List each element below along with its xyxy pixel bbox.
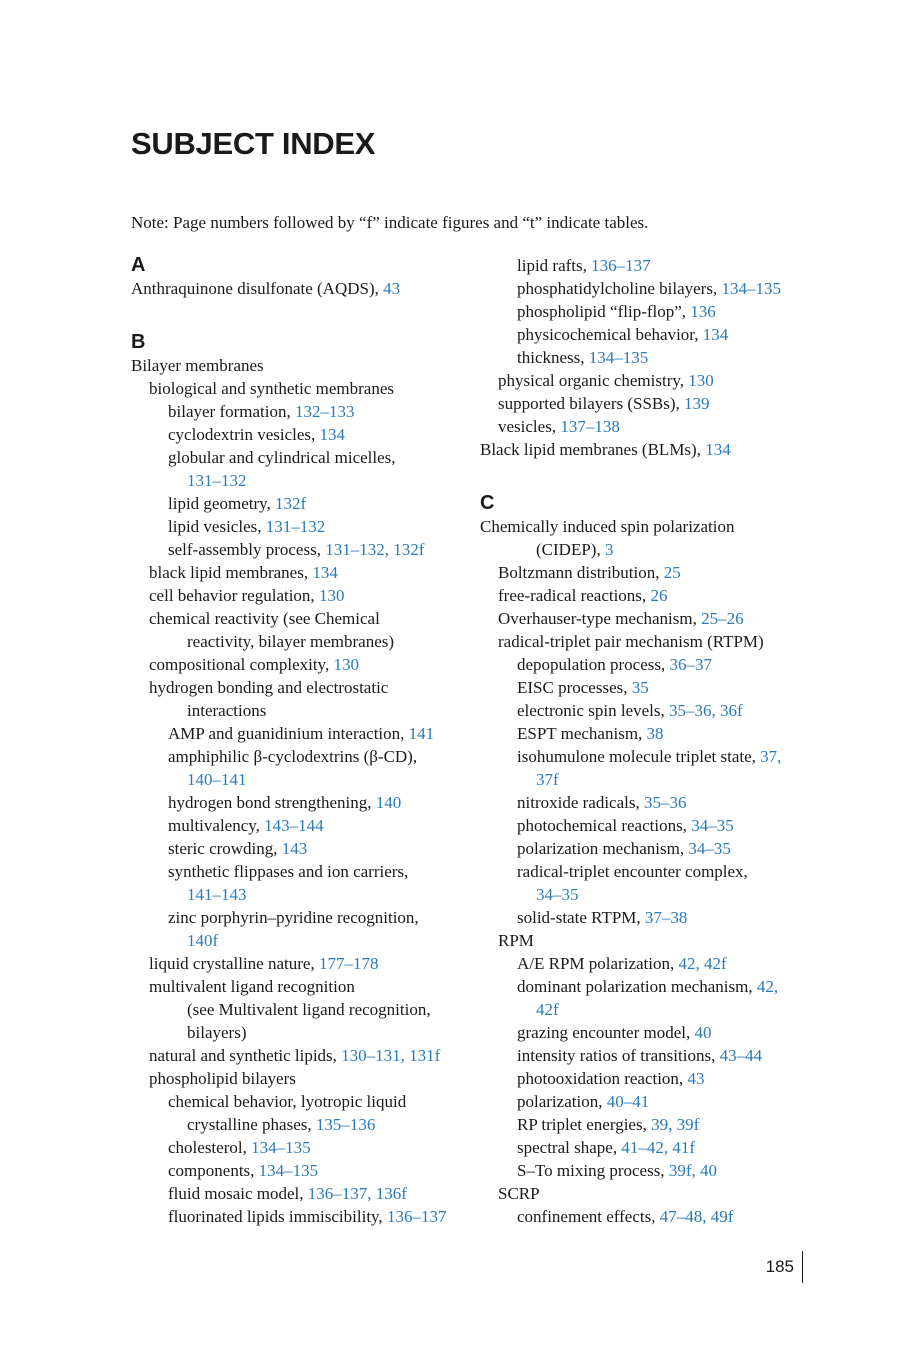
entry-pages: 40 bbox=[694, 1023, 712, 1042]
entry-term: S–To mixing process, bbox=[517, 1161, 669, 1180]
entry-term: RPM bbox=[498, 931, 534, 950]
entry-term: radical-triplet pair mechanism (RTPM) bbox=[498, 632, 764, 651]
entry-term: amphiphilic β-cyclodextrins (β-CD), bbox=[168, 747, 418, 766]
index-entry bbox=[480, 346, 825, 369]
index-entry bbox=[480, 699, 825, 722]
entry-term: depopulation process, bbox=[517, 655, 670, 674]
entry-pages: 141 bbox=[408, 724, 435, 743]
entry-term: confinement effects, bbox=[517, 1207, 660, 1226]
entry-pages: 143–144 bbox=[264, 816, 324, 835]
entry-pages: 39, 39f bbox=[651, 1115, 700, 1134]
entry-term: chemical reactivity (see Chemical bbox=[149, 609, 380, 628]
section-letter: A bbox=[131, 254, 146, 276]
entry-pages: 137–138 bbox=[560, 417, 620, 436]
index-entry bbox=[480, 300, 825, 323]
index-entry bbox=[480, 676, 825, 699]
index-entry bbox=[480, 1113, 825, 1136]
entry-term: spectral shape, bbox=[517, 1138, 622, 1157]
entry-term: vesicles, bbox=[498, 417, 561, 436]
entry-term: natural and synthetic lipids, bbox=[149, 1046, 342, 1065]
entry-term: reactivity, bilayer membranes) bbox=[187, 632, 395, 651]
entry-term: lipid geometry, bbox=[168, 494, 276, 513]
entry-term: free-radical reactions, bbox=[498, 586, 651, 605]
entry-term: zinc porphyrin–pyridine recognition, bbox=[168, 908, 419, 927]
page-title: SUBJECT INDEX bbox=[131, 126, 376, 161]
index-entry bbox=[131, 446, 476, 469]
index-entry bbox=[131, 354, 476, 377]
index-entry bbox=[131, 653, 476, 676]
index-entry bbox=[480, 369, 825, 392]
index-entry bbox=[480, 906, 825, 929]
entry-term: RP triplet energies, bbox=[517, 1115, 652, 1134]
entry-term: bilayer formation, bbox=[168, 402, 295, 421]
entry-term: self-assembly process, bbox=[168, 540, 326, 559]
entry-term: dominant polarization mechanism, bbox=[517, 977, 757, 996]
index-note: Note: Page numbers followed by “f” indicate figures and “t” indicate tables. bbox=[131, 213, 649, 232]
index-entry bbox=[131, 837, 476, 860]
entry-pages: 177–178 bbox=[318, 954, 379, 973]
entry-term: photochemical reactions, bbox=[517, 816, 692, 835]
entry-term: black lipid membranes, bbox=[149, 563, 313, 582]
index-entry bbox=[131, 1113, 476, 1136]
index-entry bbox=[131, 906, 476, 929]
index-entry bbox=[131, 768, 476, 791]
index-entry bbox=[480, 1021, 825, 1044]
entry-pages: 43 bbox=[687, 1069, 705, 1088]
index-entry bbox=[131, 1021, 476, 1044]
index-entry bbox=[480, 1205, 825, 1228]
index-entry bbox=[480, 1136, 825, 1159]
entry-pages: 139 bbox=[684, 394, 710, 413]
index-entry bbox=[480, 254, 825, 277]
index-entry bbox=[131, 1136, 476, 1159]
entry-term: polarization, bbox=[517, 1092, 607, 1111]
entry-term: lipid vesicles, bbox=[168, 517, 266, 536]
entry-term: thickness, bbox=[517, 348, 589, 367]
entry-term: grazing encounter model, bbox=[517, 1023, 695, 1042]
entry-pages: 25–26 bbox=[701, 609, 744, 628]
section-gap bbox=[480, 461, 825, 492]
entry-pages: 43 bbox=[383, 279, 401, 298]
entry-term: cholesterol, bbox=[168, 1138, 252, 1157]
entry-term: intensity ratios of transitions, bbox=[517, 1046, 720, 1065]
index-entry bbox=[480, 515, 825, 538]
index-entry bbox=[480, 653, 825, 676]
entry-pages: 36–37 bbox=[669, 655, 712, 674]
index-entry bbox=[480, 538, 825, 561]
index-entry bbox=[131, 1205, 476, 1228]
index-entry bbox=[131, 584, 476, 607]
index-entry bbox=[480, 1044, 825, 1067]
entry-term: compositional complexity, bbox=[149, 655, 334, 674]
entry-term: chemical behavior, lyotropic liquid bbox=[168, 1092, 407, 1111]
index-column-left bbox=[131, 254, 476, 1228]
entry-term: phospholipid bilayers bbox=[149, 1069, 296, 1088]
entry-pages: 135–136 bbox=[315, 1115, 376, 1134]
entry-term: physical organic chemistry, bbox=[498, 371, 689, 390]
entry-pages: 130–131, 131f bbox=[341, 1046, 441, 1065]
entry-pages: 140 bbox=[375, 793, 402, 812]
entry-pages: 141–143 bbox=[187, 885, 247, 904]
index-entry bbox=[480, 860, 825, 883]
entry-pages: 136–137 bbox=[591, 256, 651, 275]
entry-pages: 39f, 40 bbox=[668, 1161, 717, 1180]
entry-pages: 134 bbox=[319, 425, 346, 444]
entry-pages: 132f bbox=[275, 494, 307, 513]
entry-pages: 134 bbox=[705, 440, 731, 459]
entry-term: Black lipid membranes (BLMs), bbox=[480, 440, 706, 459]
index-entry bbox=[131, 400, 476, 423]
entry-term: cell behavior regulation, bbox=[149, 586, 319, 605]
index-entry bbox=[131, 492, 476, 515]
entry-pages: 34–35 bbox=[536, 885, 579, 904]
index-entry bbox=[480, 814, 825, 837]
entry-pages: 130 bbox=[333, 655, 359, 674]
entry-term: AMP and guanidinium interaction, bbox=[168, 724, 409, 743]
entry-pages: 130 bbox=[318, 586, 345, 605]
entry-pages: 131–132, 132f bbox=[325, 540, 425, 559]
index-entry bbox=[480, 584, 825, 607]
index-entry bbox=[131, 699, 476, 722]
index-entry bbox=[131, 469, 476, 492]
index-entry bbox=[131, 607, 476, 630]
entry-term: hydrogen bonding and electrostatic bbox=[149, 678, 389, 697]
entry-term: Anthraquinone disulfonate (AQDS), bbox=[131, 279, 384, 298]
entry-term: components, bbox=[168, 1161, 259, 1180]
entry-pages: 42, bbox=[756, 977, 779, 996]
entry-term: biological and synthetic membranes bbox=[149, 379, 395, 398]
index-entry bbox=[131, 1182, 476, 1205]
index-entry bbox=[480, 277, 825, 300]
entry-term: lipid rafts, bbox=[517, 256, 592, 275]
index-entry bbox=[131, 538, 476, 561]
index-entry bbox=[480, 1067, 825, 1090]
index-entry bbox=[131, 860, 476, 883]
index-entry bbox=[131, 515, 476, 538]
section-letter: C bbox=[480, 492, 495, 514]
entry-pages: 130 bbox=[688, 371, 714, 390]
index-entry bbox=[480, 998, 825, 1021]
index-entry bbox=[480, 607, 825, 630]
entry-pages: 134 bbox=[702, 325, 729, 344]
index-entry bbox=[480, 415, 825, 438]
entry-pages: 34–35 bbox=[688, 839, 731, 858]
entry-term: crystalline phases, bbox=[187, 1115, 316, 1134]
index-entry bbox=[480, 975, 825, 998]
entry-term: isohumulone molecule triplet state, bbox=[517, 747, 761, 766]
entry-term: Boltzmann distribution, bbox=[498, 563, 664, 582]
index-entry bbox=[480, 722, 825, 745]
entry-pages: 3 bbox=[604, 540, 614, 559]
index-entry bbox=[131, 975, 476, 998]
entry-pages: 37–38 bbox=[644, 908, 688, 927]
index-entry bbox=[131, 791, 476, 814]
entry-pages: 40–41 bbox=[606, 1092, 650, 1111]
index-entry bbox=[480, 1090, 825, 1113]
entry-term: Chemically induced spin polarization bbox=[480, 517, 735, 536]
entry-pages: 136–137, 136f bbox=[307, 1184, 407, 1203]
index-entry bbox=[131, 883, 476, 906]
index-entry bbox=[480, 1182, 825, 1205]
entry-pages: 37, bbox=[760, 747, 782, 766]
index-entry bbox=[131, 1067, 476, 1090]
index-entry bbox=[131, 722, 476, 745]
index-entry bbox=[480, 745, 825, 768]
entry-term: ESPT mechanism, bbox=[517, 724, 647, 743]
entry-pages: 25 bbox=[663, 563, 681, 582]
entry-term: Overhauser-type mechanism, bbox=[498, 609, 702, 628]
index-entry bbox=[131, 676, 476, 699]
entry-term: multivalency, bbox=[168, 816, 265, 835]
entry-term: (CIDEP), bbox=[536, 540, 605, 559]
entry-term: photooxidation reaction, bbox=[517, 1069, 688, 1088]
entry-pages: 35 bbox=[631, 678, 649, 697]
index-entry bbox=[131, 561, 476, 584]
entry-pages: 136–137 bbox=[386, 1207, 447, 1226]
index-entry bbox=[131, 929, 476, 952]
entry-pages: 134–135 bbox=[588, 348, 649, 367]
entry-term: fluid mosaic model, bbox=[168, 1184, 308, 1203]
index-entry bbox=[131, 998, 476, 1021]
index-entry bbox=[480, 1159, 825, 1182]
index-entry bbox=[480, 630, 825, 653]
index-entry bbox=[480, 438, 825, 461]
entry-pages: 37f bbox=[536, 770, 559, 789]
index-entry bbox=[131, 1090, 476, 1113]
entry-pages: 42f bbox=[536, 1000, 559, 1019]
entry-term: steric crowding, bbox=[168, 839, 282, 858]
entry-pages: 35–36 bbox=[644, 793, 687, 812]
entry-term: SCRP bbox=[498, 1184, 540, 1203]
index-entry bbox=[131, 952, 476, 975]
entry-pages: 134 bbox=[312, 563, 338, 582]
entry-pages: 134–135 bbox=[258, 1161, 319, 1180]
entry-term: polarization mechanism, bbox=[517, 839, 689, 858]
index-entry bbox=[131, 814, 476, 837]
entry-pages: 42, 42f bbox=[678, 954, 727, 973]
entry-pages: 134–135 bbox=[721, 279, 781, 298]
entry-term: Bilayer membranes bbox=[131, 356, 264, 375]
entry-pages: 140f bbox=[187, 931, 219, 950]
entry-pages: 132–133 bbox=[295, 402, 355, 421]
index-entry bbox=[480, 392, 825, 415]
entry-term: physicochemical behavior, bbox=[517, 325, 703, 344]
index-entry bbox=[131, 1159, 476, 1182]
section-letter: B bbox=[131, 331, 146, 353]
entry-pages: 38 bbox=[646, 724, 664, 743]
entry-term: supported bilayers (SSBs), bbox=[498, 394, 685, 413]
entry-pages: 136 bbox=[690, 302, 716, 321]
page-number: 185 bbox=[766, 1251, 803, 1283]
index-entry bbox=[131, 377, 476, 400]
entry-pages: 131–132 bbox=[187, 471, 247, 490]
index-entry bbox=[480, 929, 825, 952]
entry-term: phospholipid “flip-flop”, bbox=[517, 302, 691, 321]
entry-term: globular and cylindrical micelles, bbox=[168, 448, 396, 467]
entry-pages: 143 bbox=[281, 839, 308, 858]
entry-pages: 35–36, 36f bbox=[669, 701, 743, 720]
entry-term: A/E RPM polarization, bbox=[517, 954, 679, 973]
entry-term: EISC processes, bbox=[517, 678, 632, 697]
entry-term: (see Multivalent ligand recognition, bbox=[187, 1000, 431, 1019]
entry-term: solid-state RTPM, bbox=[517, 908, 645, 927]
index-entry bbox=[480, 323, 825, 346]
index-entry bbox=[131, 277, 476, 300]
entry-term: liquid crystalline nature, bbox=[149, 954, 319, 973]
index-entry bbox=[131, 1044, 476, 1067]
index-entry bbox=[131, 630, 476, 653]
index-column-right bbox=[480, 254, 825, 1228]
entry-pages: 34–35 bbox=[691, 816, 734, 835]
index-entry bbox=[480, 768, 825, 791]
index-entry bbox=[480, 837, 825, 860]
entry-term: hydrogen bond strengthening, bbox=[168, 793, 376, 812]
entry-term: cyclodextrin vesicles, bbox=[168, 425, 320, 444]
entry-term: bilayers) bbox=[187, 1023, 247, 1042]
entry-pages: 43–44 bbox=[719, 1046, 763, 1065]
entry-term: synthetic flippases and ion carriers, bbox=[168, 862, 409, 881]
entry-term: radical-triplet encounter complex, bbox=[517, 862, 748, 881]
section-gap bbox=[131, 300, 476, 331]
entry-pages: 26 bbox=[650, 586, 668, 605]
index-entry bbox=[131, 745, 476, 768]
entry-pages: 134–135 bbox=[251, 1138, 311, 1157]
entry-term: multivalent ligand recognition bbox=[149, 977, 355, 996]
entry-term: electronic spin levels, bbox=[517, 701, 670, 720]
index-entry bbox=[480, 952, 825, 975]
entry-term: nitroxide radicals, bbox=[517, 793, 644, 812]
index-entry bbox=[480, 883, 825, 906]
entry-pages: 131–132 bbox=[265, 517, 326, 536]
index-entry bbox=[131, 423, 476, 446]
entry-term: fluorinated lipids immiscibility, bbox=[168, 1207, 387, 1226]
entry-pages: 140–141 bbox=[187, 770, 247, 789]
entry-term: interactions bbox=[187, 701, 267, 720]
index-entry bbox=[480, 791, 825, 814]
entry-term: phosphatidylcholine bilayers, bbox=[517, 279, 722, 298]
entry-pages: 47–48, 49f bbox=[659, 1207, 734, 1226]
index-entry bbox=[480, 561, 825, 584]
entry-pages: 41–42, 41f bbox=[621, 1138, 695, 1157]
